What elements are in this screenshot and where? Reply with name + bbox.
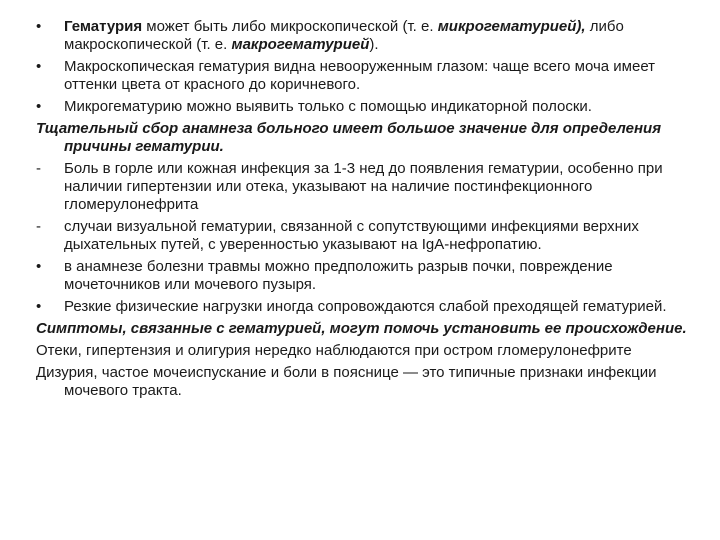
paragraph-symptom: Дизурия, частое мочеиспускание и боли в пояснице — это типичные признаки инфекции мочевого тракта. — [36, 364, 657, 399]
term-hematuria: Гематурия — [64, 18, 143, 35]
item-text: Микрогематурию можно выявить только с помощью индикаторной полоски. — [64, 98, 592, 115]
item-text: случаи визуальной гематурии, связанной с сопутствующими инфекциями верхних дыхательных путей, с уверенностью указывают на IgA-нефропатию. — [64, 218, 639, 253]
text-block — [36, 18, 708, 404]
paragraph-symptom: Отеки, гипертензия и олигурия нередко наблюдаются при остром гломерулонефрите — [36, 342, 632, 359]
bullet-marker: • — [36, 258, 42, 275]
dash-marker: - — [36, 160, 41, 177]
bullet-marker: • — [36, 298, 42, 315]
bullet-marker: • — [36, 18, 42, 35]
bullet-marker: • — [36, 98, 42, 115]
list-item-anamnesis — [36, 258, 708, 294]
heading-symptoms: Симптомы, связанные с гематурией, могут помочь установить ее происхождение. — [36, 320, 687, 337]
list-item-hematuria-definition — [36, 18, 708, 54]
item-text: Боль в горле или кожная инфекция за 1-3 нед до появления гематурии, особенно при наличии гипертензии или отека, указывают на наличие постинфекционного гломерулонефрита — [64, 160, 663, 213]
term-microhematuria: микрогематурией), — [437, 18, 586, 35]
bullet-marker: • — [36, 58, 42, 75]
item-text: либо макроскопической (т. е. — [64, 18, 624, 53]
dash-marker: - — [36, 218, 41, 235]
term-macrohematuria: макрогематурией — [231, 36, 370, 53]
item-text: ). — [369, 36, 379, 53]
list-item-anamnesis — [36, 160, 708, 214]
list-item-microscopic — [36, 98, 708, 116]
list-item-anamnesis — [36, 298, 708, 316]
list-item-macroscopic — [36, 58, 708, 94]
item-text: Резкие физические нагрузки иногда сопровождаются слабой преходящей гематурией. — [64, 298, 667, 315]
list-item-anamnesis — [36, 218, 708, 254]
item-text: в анамнезе болезни травмы можно предположить разрыв почки, повреждение мочеточников или мочевого пузыря. — [64, 258, 613, 293]
item-text: Макроскопическая гематурия видна невооруженным глазом: чаще всего моча имеет оттенки цвета от красного до коричневого. — [64, 58, 656, 93]
item-text: может быть либо микроскопической (т. е. — [142, 18, 438, 35]
heading-anamnesis: Тщательный сбор анамнеза больного имеет большое значение для определения причины гематурии. — [36, 120, 662, 155]
